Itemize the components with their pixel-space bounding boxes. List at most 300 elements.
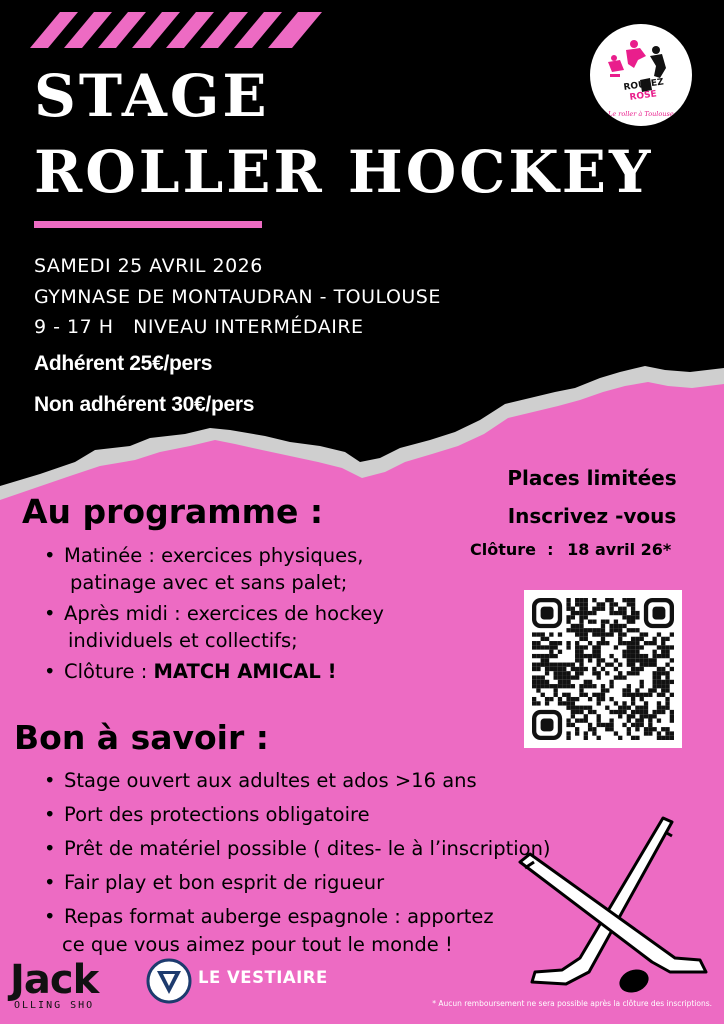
programme-item <box>38 600 458 654</box>
qr-module <box>635 650 639 654</box>
qr-module <box>571 710 575 714</box>
jack-logo-main: Jack <box>10 957 99 1003</box>
qr-module <box>592 650 596 654</box>
qr-module <box>566 706 570 710</box>
qr-module <box>579 632 583 636</box>
qr-module <box>635 645 639 649</box>
qr-module <box>562 675 566 679</box>
qr-module <box>541 632 545 636</box>
qr-module <box>605 620 609 624</box>
qr-module <box>588 628 592 632</box>
qr-module <box>605 723 609 727</box>
qr-module <box>545 684 549 688</box>
qr-module <box>584 615 588 619</box>
qr-module <box>584 736 588 740</box>
qr-module <box>597 645 601 649</box>
qr-module <box>554 645 558 649</box>
qr-module <box>640 654 644 658</box>
qr-module <box>614 710 618 714</box>
qr-module <box>592 731 596 735</box>
qr-module <box>627 731 631 735</box>
qr-module <box>571 615 575 619</box>
qr-module <box>575 650 579 654</box>
qr-module <box>652 727 656 731</box>
qr-module <box>545 658 549 662</box>
qr-module <box>622 688 626 692</box>
qr-module <box>665 736 669 740</box>
qr-module <box>575 628 579 632</box>
good-to-know-item: • Stage ouvert aux adultes et ados >16 ans <box>38 764 658 798</box>
qr-finder-center <box>541 607 554 620</box>
qr-module <box>631 714 635 718</box>
qr-module <box>566 671 570 675</box>
qr-module <box>652 671 656 675</box>
qr-module <box>609 654 613 658</box>
qr-module <box>566 615 570 619</box>
qr-module <box>644 632 648 636</box>
qr-module <box>549 645 553 649</box>
qr-module <box>644 663 648 667</box>
qr-module <box>609 723 613 727</box>
qr-module <box>640 680 644 684</box>
qr-module <box>605 632 609 636</box>
qr-module <box>635 693 639 697</box>
qr-module <box>584 628 588 632</box>
qr-module <box>571 611 575 615</box>
qr-module <box>601 624 605 628</box>
qr-module <box>670 693 674 697</box>
qr-module <box>635 658 639 662</box>
qr-module <box>635 637 639 641</box>
qr-module <box>661 671 665 675</box>
qr-module <box>609 628 613 632</box>
title-line-1: STAGE <box>34 62 270 130</box>
qr-module <box>644 706 648 710</box>
qr-module <box>652 714 656 718</box>
qr-module <box>640 710 644 714</box>
qr-module <box>571 628 575 632</box>
qr-module <box>622 693 626 697</box>
qr-module <box>631 628 635 632</box>
qr-module <box>579 693 583 697</box>
qr-module <box>536 667 540 671</box>
qr-module <box>566 641 570 645</box>
qr-module <box>592 671 596 675</box>
qr-module <box>579 620 583 624</box>
qr-module <box>579 611 583 615</box>
qr-module <box>541 680 545 684</box>
qr-module <box>562 663 566 667</box>
qr-module <box>618 628 622 632</box>
qr-module <box>575 598 579 602</box>
qr-module <box>614 628 618 632</box>
programme-list <box>38 542 458 685</box>
qr-module <box>554 654 558 658</box>
qr-module <box>532 701 536 705</box>
qr-module <box>640 684 644 688</box>
qr-module <box>661 736 665 740</box>
qr-module <box>618 637 622 641</box>
qr-module <box>605 671 609 675</box>
qr-module <box>566 684 570 688</box>
qr-module <box>631 693 635 697</box>
qr-module <box>640 637 644 641</box>
qr-module <box>601 667 605 671</box>
qr-module <box>588 706 592 710</box>
qr-module <box>575 611 579 615</box>
qr-module <box>627 658 631 662</box>
qr-module <box>652 658 656 662</box>
qr-module <box>622 615 626 619</box>
qr-module <box>575 697 579 701</box>
qr-module <box>627 645 631 649</box>
qr-module <box>657 675 661 679</box>
qr-module <box>661 680 665 684</box>
qr-module <box>536 680 540 684</box>
qr-module <box>631 658 635 662</box>
qr-module <box>648 663 652 667</box>
qr-module <box>635 723 639 727</box>
qr-module <box>631 645 635 649</box>
qr-module <box>670 731 674 735</box>
qr-module <box>670 710 674 714</box>
qr-module <box>609 624 613 628</box>
qr-module <box>584 645 588 649</box>
qr-module <box>661 706 665 710</box>
qr-module <box>584 607 588 611</box>
qr-module <box>657 718 661 722</box>
qr-module <box>575 641 579 645</box>
qr-module <box>640 723 644 727</box>
qr-module <box>644 731 648 735</box>
qr-module <box>584 684 588 688</box>
good-to-know-item: • Port des protections obligatoire <box>38 798 658 832</box>
qr-module <box>579 602 583 606</box>
qr-module <box>601 684 605 688</box>
qr-module <box>575 654 579 658</box>
qr-module <box>597 701 601 705</box>
qr-module <box>579 637 583 641</box>
qr-module <box>579 624 583 628</box>
qr-module <box>665 684 669 688</box>
qr-module <box>618 736 622 740</box>
qr-module <box>579 663 583 667</box>
qr-module <box>652 710 656 714</box>
qr-module <box>661 727 665 731</box>
qr-module <box>545 645 549 649</box>
qr-module <box>571 723 575 727</box>
qr-module <box>670 645 674 649</box>
qr-module <box>627 602 631 606</box>
qr-module <box>575 658 579 662</box>
qr-module <box>670 718 674 722</box>
qr-module <box>627 727 631 731</box>
qr-module <box>609 710 613 714</box>
qr-module <box>652 688 656 692</box>
qr-module <box>549 654 553 658</box>
qr-module <box>618 671 622 675</box>
qr-module <box>644 693 648 697</box>
qr-module <box>631 701 635 705</box>
qr-module <box>588 697 592 701</box>
title-underline <box>34 221 262 228</box>
qr-module <box>554 667 558 671</box>
qr-module <box>571 706 575 710</box>
qr-module <box>592 710 596 714</box>
qr-module <box>532 675 536 679</box>
qr-module <box>558 697 562 701</box>
qr-module <box>627 615 631 619</box>
qr-module <box>592 684 596 688</box>
qr-module <box>588 658 592 662</box>
qr-module <box>575 667 579 671</box>
qr-module <box>601 620 605 624</box>
qr-module <box>661 684 665 688</box>
event-date: SAMEDI 25 AVRIL 2026 <box>34 255 263 277</box>
qr-module <box>566 675 570 679</box>
qr-finder-center <box>652 607 665 620</box>
qr-module <box>536 632 540 636</box>
qr-module <box>597 658 601 662</box>
qr-module <box>622 650 626 654</box>
qr-module <box>584 602 588 606</box>
qr-module <box>648 641 652 645</box>
qr-module <box>622 641 626 645</box>
qr-module <box>661 693 665 697</box>
qr-module <box>652 654 656 658</box>
qr-module <box>562 701 566 705</box>
qr-module <box>644 727 648 731</box>
qr-module <box>609 598 613 602</box>
qr-module <box>609 718 613 722</box>
qr-module <box>605 641 609 645</box>
qr-module <box>592 611 596 615</box>
qr-module <box>566 598 570 602</box>
qr-module <box>657 645 661 649</box>
qr-module <box>652 641 656 645</box>
qr-module <box>566 645 570 649</box>
qr-module <box>597 671 601 675</box>
qr-module <box>532 654 536 658</box>
qr-module <box>532 697 536 701</box>
good-to-know-heading: Bon à savoir : <box>14 718 269 757</box>
qr-module <box>566 680 570 684</box>
title-line-2: ROLLER HOCKEY <box>34 138 654 206</box>
qr-module <box>549 667 553 671</box>
qr-module <box>536 645 540 649</box>
programme-item-text: Matinée : exercices physiques, <box>64 544 364 567</box>
qr-module <box>640 706 644 710</box>
qr-module <box>554 675 558 679</box>
closing-label: Clôture : <box>470 540 554 559</box>
qr-module <box>640 693 644 697</box>
qr-module <box>545 680 549 684</box>
qr-module <box>665 645 669 649</box>
qr-module <box>670 736 674 740</box>
jack-logo-sub: OLLING SHO <box>14 1000 95 1011</box>
qr-module <box>665 701 669 705</box>
qr-module <box>597 602 601 606</box>
qr-module <box>622 723 626 727</box>
qr-module <box>601 607 605 611</box>
qr-module <box>657 736 661 740</box>
qr-module <box>622 710 626 714</box>
qr-module <box>614 675 618 679</box>
qr-module <box>592 620 596 624</box>
qr-module <box>601 641 605 645</box>
qr-module <box>597 723 601 727</box>
qr-module <box>609 680 613 684</box>
qr-module <box>640 663 644 667</box>
qr-module <box>605 706 609 710</box>
qr-module <box>584 731 588 735</box>
qr-module <box>627 718 631 722</box>
qr-module <box>631 723 635 727</box>
qr-module <box>601 602 605 606</box>
price-non-member: Non adhérent 30€/pers <box>34 393 255 416</box>
club-logo-line2: ROSE <box>629 89 658 103</box>
qr-module <box>536 701 540 705</box>
qr-module <box>627 620 631 624</box>
qr-module <box>640 697 644 701</box>
qr-module <box>601 723 605 727</box>
qr-module <box>644 658 648 662</box>
qr-module <box>575 731 579 735</box>
qr-module <box>665 654 669 658</box>
qr-finder-center <box>541 718 554 731</box>
programme-item <box>38 542 458 596</box>
qr-module <box>652 684 656 688</box>
qr-module <box>640 632 644 636</box>
qr-module <box>584 718 588 722</box>
qr-module <box>661 641 665 645</box>
qr-module <box>575 727 579 731</box>
qr-module <box>592 727 596 731</box>
qr-module <box>575 710 579 714</box>
qr-module <box>631 667 635 671</box>
qr-module <box>657 667 661 671</box>
qr-module <box>627 663 631 667</box>
club-logo-line1: ROULEZ <box>623 77 665 93</box>
qr-module <box>597 607 601 611</box>
qr-module <box>627 693 631 697</box>
qr-module <box>549 650 553 654</box>
qr-module <box>562 680 566 684</box>
qr-module <box>601 688 605 692</box>
qr-module <box>597 641 601 645</box>
qr-module <box>566 663 570 667</box>
qr-module <box>665 680 669 684</box>
qr-module <box>588 710 592 714</box>
qr-module <box>549 663 553 667</box>
qr-module <box>592 693 596 697</box>
qr-module <box>622 598 626 602</box>
qr-module <box>609 663 613 667</box>
qr-module <box>609 611 613 615</box>
qr-module <box>618 710 622 714</box>
qr-module <box>549 684 553 688</box>
qr-module <box>579 684 583 688</box>
qr-module <box>652 675 656 679</box>
event-venue: GYMNASE DE MONTAUDRAN - TOULOUSE <box>34 286 441 308</box>
qr-module <box>618 641 622 645</box>
vestiaire-logo-text: LE VESTIAIRE <box>198 968 328 987</box>
qr-code[interactable] <box>524 590 682 748</box>
good-to-know-item: • Prêt de matériel possible ( dites- le à l’inscription) <box>38 832 658 866</box>
qr-module <box>618 663 622 667</box>
qr-module <box>635 654 639 658</box>
qr-module <box>640 667 644 671</box>
qr-module <box>635 727 639 731</box>
qr-module <box>579 718 583 722</box>
qr-module <box>657 654 661 658</box>
qr-module <box>635 688 639 692</box>
qr-module <box>648 693 652 697</box>
qr-module <box>661 645 665 649</box>
qr-module <box>532 641 536 645</box>
qr-module <box>566 731 570 735</box>
qr-module <box>622 706 626 710</box>
qr-module <box>665 671 669 675</box>
qr-module <box>670 680 674 684</box>
qr-module <box>536 688 540 692</box>
qr-module <box>571 701 575 705</box>
qr-module <box>541 675 545 679</box>
qr-module <box>661 637 665 641</box>
qr-module <box>558 650 562 654</box>
qr-module <box>579 706 583 710</box>
qr-code-icon <box>524 590 682 748</box>
qr-module <box>566 697 570 701</box>
qr-module <box>545 667 549 671</box>
qr-module <box>605 598 609 602</box>
qr-module <box>665 650 669 654</box>
qr-module <box>566 620 570 624</box>
qr-module <box>566 701 570 705</box>
programme-item-text: Clôture : <box>64 660 154 683</box>
qr-module <box>588 684 592 688</box>
qr-module <box>609 602 613 606</box>
qr-module <box>579 667 583 671</box>
qr-module <box>627 706 631 710</box>
qr-module <box>579 607 583 611</box>
good-to-know-item: • Fair play et bon esprit de rigueur <box>38 866 658 900</box>
qr-module <box>622 611 626 615</box>
qr-module <box>558 675 562 679</box>
qr-module <box>657 693 661 697</box>
qr-module <box>652 637 656 641</box>
roller-skaters-icon <box>590 24 692 126</box>
qr-module <box>622 701 626 705</box>
programme-heading: Au programme : <box>22 492 324 531</box>
qr-module <box>665 731 669 735</box>
qr-module <box>640 718 644 722</box>
qr-module <box>536 654 540 658</box>
qr-module <box>592 628 596 632</box>
qr-module <box>571 697 575 701</box>
qr-module <box>635 718 639 722</box>
qr-module <box>614 620 618 624</box>
qr-module <box>627 654 631 658</box>
qr-module <box>614 701 618 705</box>
good-to-know-item: • Repas format auberge espagnole : apportez <box>38 900 658 934</box>
qr-module <box>558 663 562 667</box>
qr-module <box>584 693 588 697</box>
qr-module <box>597 718 601 722</box>
qr-module <box>661 650 665 654</box>
qr-module <box>670 714 674 718</box>
qr-module <box>644 654 648 658</box>
